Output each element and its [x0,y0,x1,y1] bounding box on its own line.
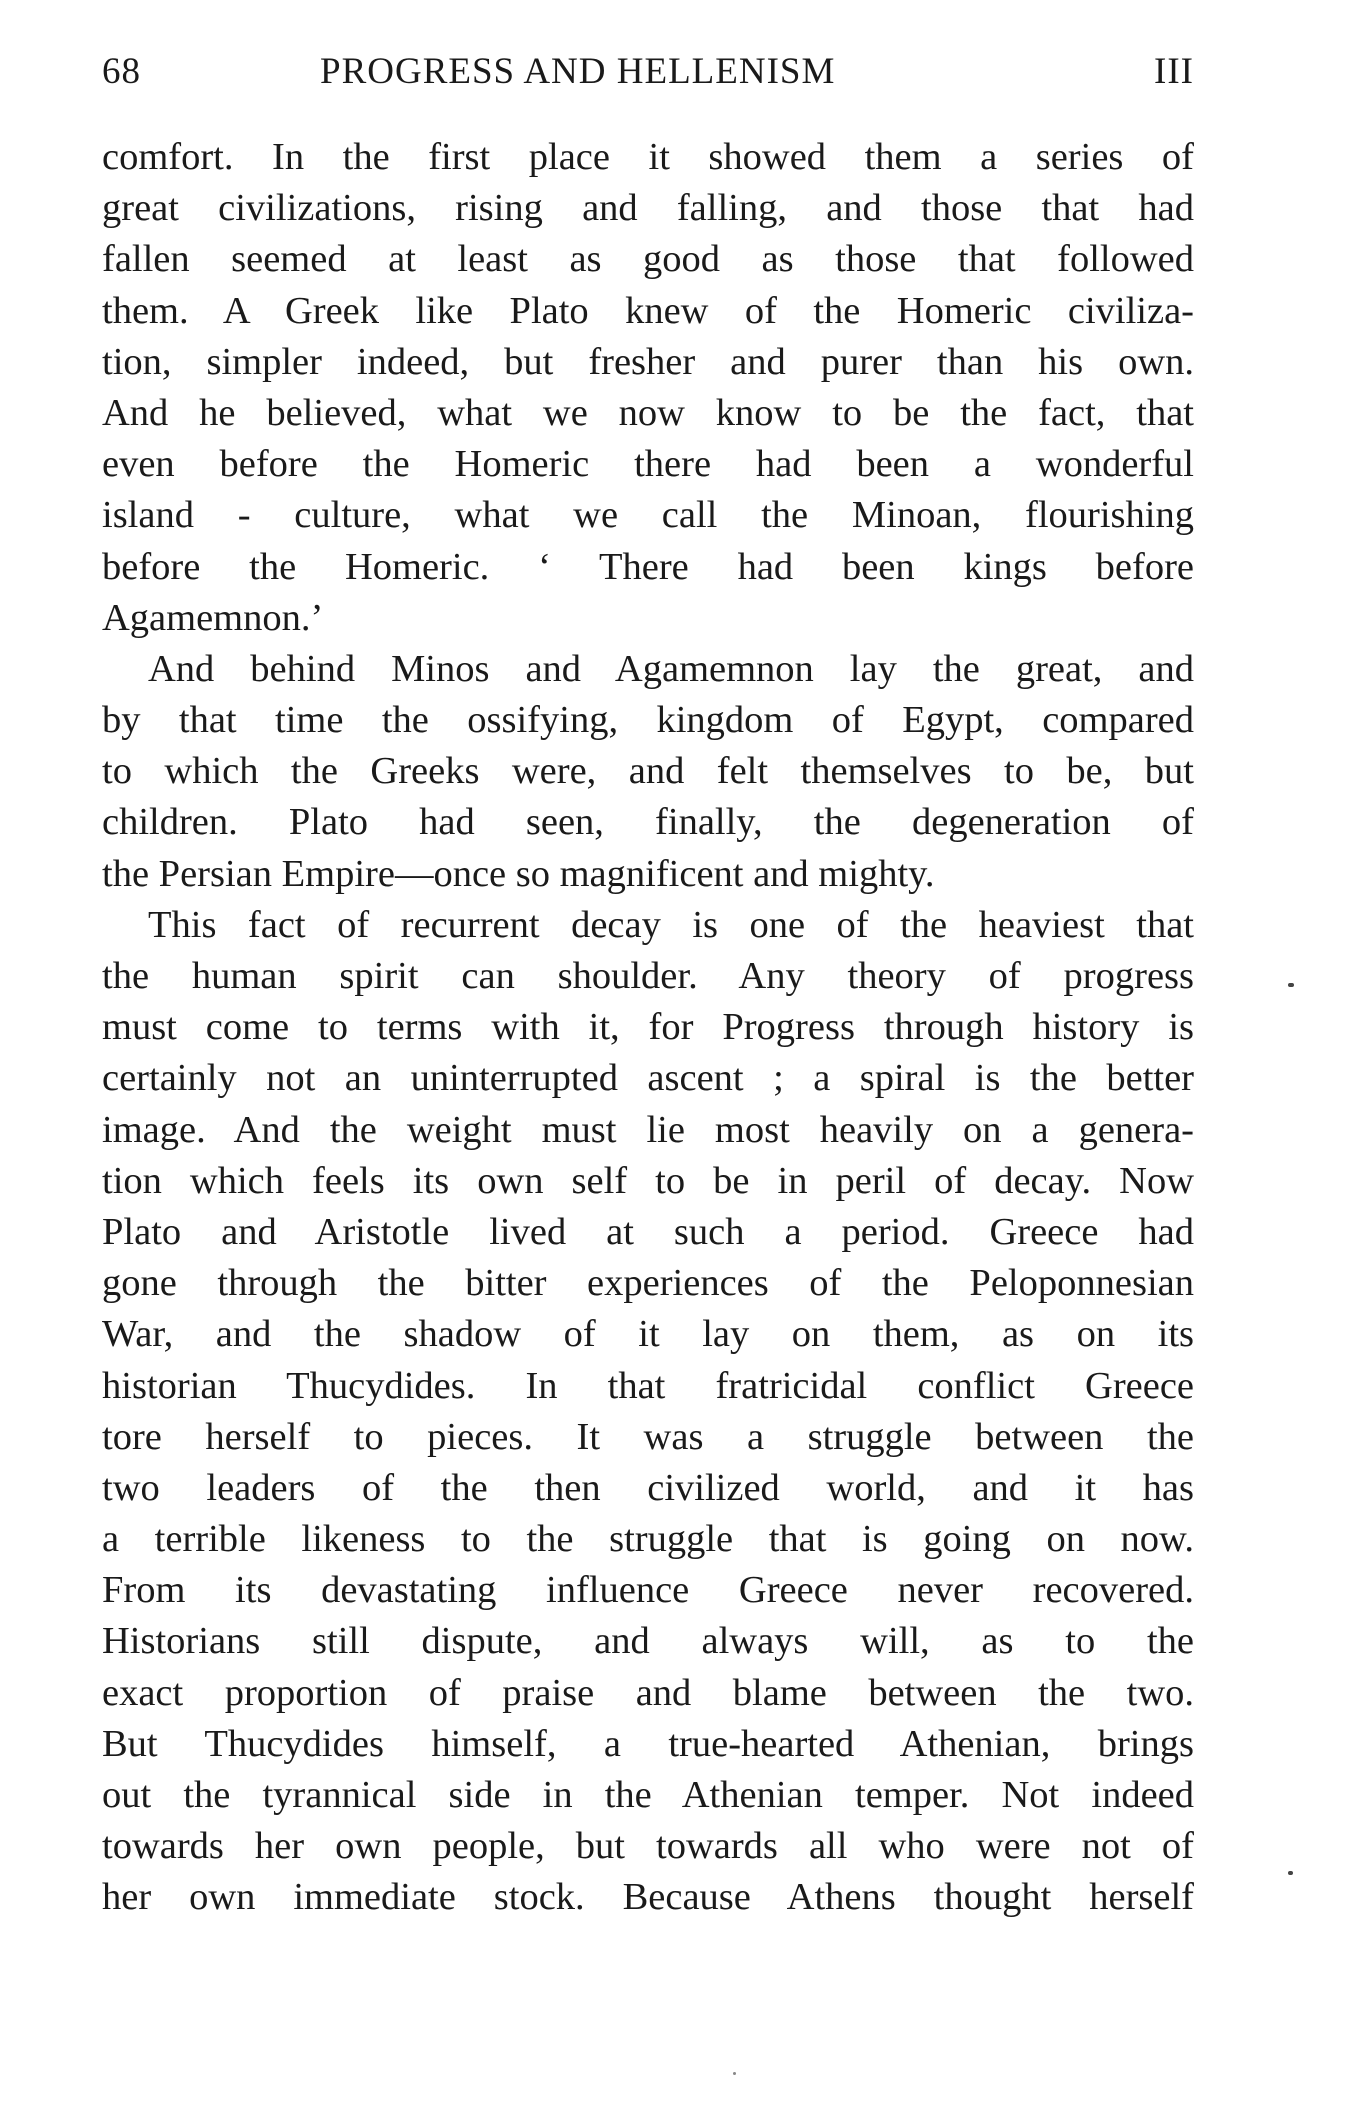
text-line: to which the Greeks were, and felt themselves to be, but [102,750,1194,793]
text-line: must come to terms with it, for Progress through history is [102,1006,1194,1049]
text-line: Agamemnon.’ [102,596,324,639]
text-line: But Thucydides himself, a true-hearted Athenian, brings [102,1722,1194,1765]
text-line: children. Plato had seen, finally, the degeneration of [102,801,1194,844]
text-line: tore herself to pieces. It was a struggle between the [102,1415,1194,1458]
text-line: even before the Homeric there had been a wonderful [102,443,1194,486]
text-line: great civilizations, rising and falling, and those that had [102,187,1194,230]
text-line: a terrible likeness to the struggle that is going on now. [102,1518,1194,1561]
text-line: the human spirit can shoulder. Any theory of progress [102,955,1194,997]
text-line: exact proportion of praise and blame between the two. [102,1671,1194,1714]
paragraph-2 [102,644,1194,900]
running-title: PROGRESS AND HELLENISM [320,51,836,92]
text-line: certainly not an uninterrupted ascent ; a spiral is the better [102,1057,1194,1100]
text-line: Historians still dispute, and always will, as to the [102,1620,1194,1663]
text-line: tion, simpler indeed, but fresher and purer than his own. [102,340,1194,383]
text-line: towards her own people, but towards all who were not of [102,1825,1194,1868]
text-line: tion which feels its own self to be in peril of decay. Now [102,1159,1194,1202]
text-line: island - culture, what we call the Minoan, flourishing [102,494,1194,537]
text-line: From its devastating influence Greece never recovered. [102,1569,1194,1612]
text-line: two leaders of the then civilized world, and it has [102,1466,1194,1509]
text-line: her own immediate stock. Because Athens thought herself [102,1876,1194,1919]
text-line: image. And the weight must lie most heavily on a genera- [102,1108,1194,1151]
chapter-number: III [1154,51,1194,92]
text-line: War, and the shadow of it lay on them, as on its [102,1313,1194,1356]
text-line: by that time the ossifying, kingdom of Egypt, compared [102,699,1194,742]
paragraph-1 [102,132,1194,644]
text-line: historian Thucydides. In that fratricidal conflict Greece [102,1364,1194,1407]
text-line: Plato and Aristotle lived at such a period. Greece had [102,1210,1194,1253]
text-line: And he believed, what we now know to be the fact, that [102,391,1194,434]
margin-speck [1288,983,1294,987]
text-line: them. A Greek like Plato knew of the Homeric civiliza- [102,289,1194,332]
text-line: out the tyrannical side in the Athenian temper. Not indeed [102,1774,1194,1816]
paragraph-3 [102,900,1194,1924]
page-number: 68 [102,51,141,92]
margin-speck [733,2072,736,2075]
margin-speck [1288,1871,1293,1875]
text-line: And behind Minos and Agamemnon lay the great, and [148,647,1194,690]
text-line: This fact of recurrent decay is one of the heaviest that [148,903,1194,946]
running-header [102,50,1194,106]
text-line: before the Homeric. ‘ There had been kings before [102,545,1194,588]
body-text [102,132,1194,1924]
text-line: comfort. In the first place it showed them a series of [102,136,1194,178]
text-line: gone through the bitter experiences of the Peloponnesian [102,1262,1194,1305]
text-line: fallen seemed at least as good as those that followed [102,238,1194,281]
text-line: the Persian Empire—once so magnificent and mighty. [102,852,935,895]
